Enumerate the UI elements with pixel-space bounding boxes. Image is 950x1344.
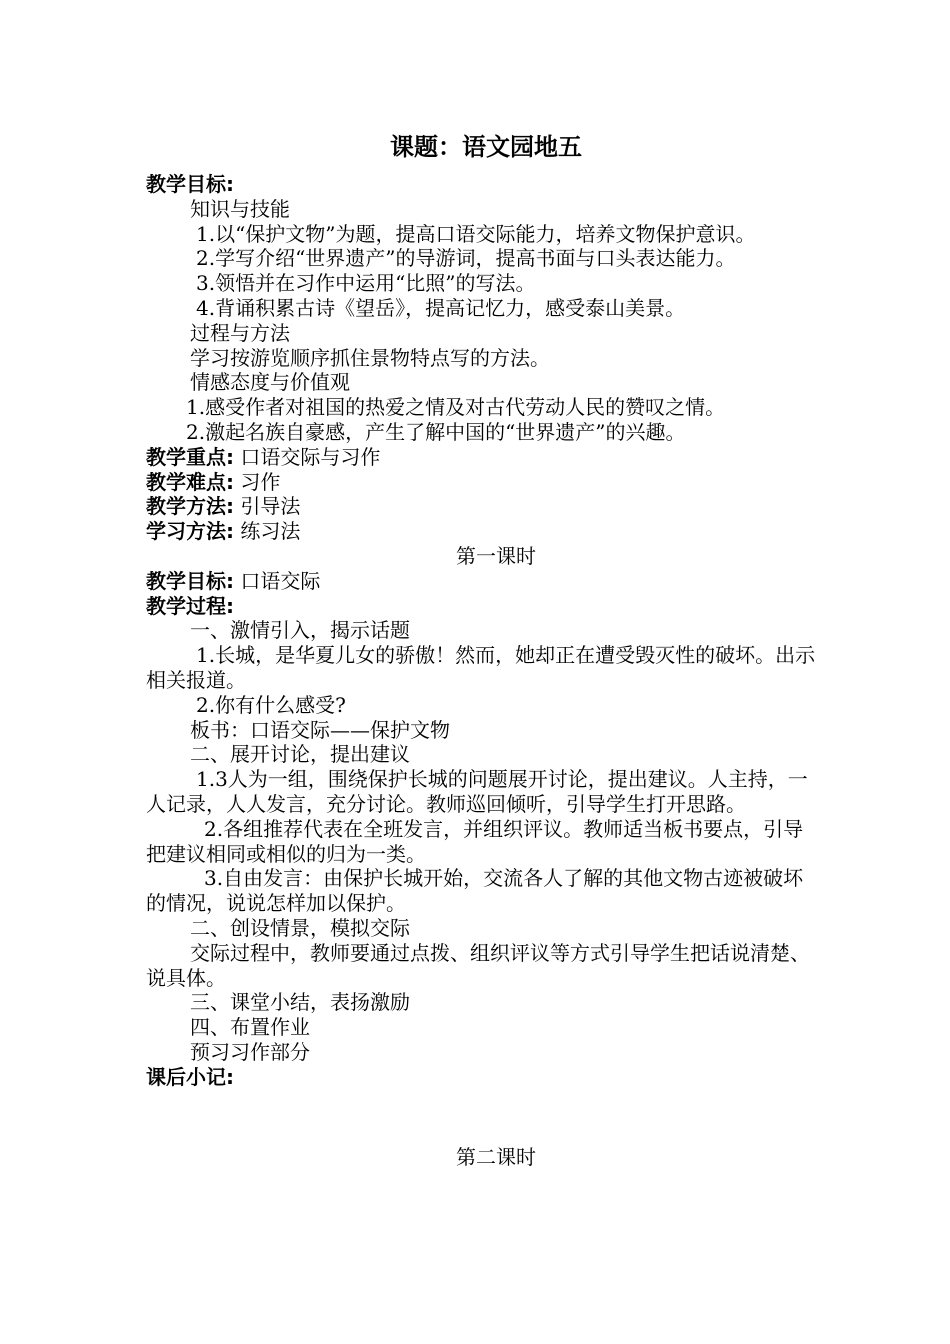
lesson1-goal-row (146, 569, 816, 594)
key-point-label: 教学重点: (146, 444, 234, 469)
learning-method-value: 练习法 (240, 519, 301, 544)
learning-method-row (146, 519, 816, 544)
difficulty-value: 习作 (240, 469, 281, 494)
step1-item: 1.长城，是华夏儿女的骄傲！然而，她却正在遭受毁灭性的破坏。出示相关报道。 (146, 643, 816, 692)
page-title: 课题：语文园地五 (390, 132, 582, 161)
knowledge-item: 3.领悟并在习作中运用“比照”的写法。 (196, 271, 536, 296)
step4-heading: 三、课堂小结，表扬激励 (190, 990, 410, 1015)
step1-board: 板书：口语交际——保护文物 (190, 717, 450, 742)
notes-label: 课后小记: (146, 1064, 234, 1089)
emotion-heading: 情感态度与价值观 (190, 370, 350, 395)
step2-item: 1.3人为一组，围绕保护长城的问题展开讨论，提出建议。人主持，一人记录，人人发言，充分讨论。教师巡回倾听，引导学生打开思路。 (146, 767, 808, 816)
teaching-method-row (146, 494, 816, 519)
process-text: 学习按游览顺序抓住景物特点写的方法。 (190, 345, 550, 370)
learning-method-label: 学习方法: (146, 519, 234, 544)
objectives-label: 教学目标: (146, 172, 234, 196)
lesson2-heading: 第二课时 (456, 1145, 536, 1170)
difficulty-label: 教学难点: (146, 469, 234, 494)
step2-item: 3.自由发言：由保护长城开始，交流各人了解的其他文物古迹被破坏的情况，说说怎样加以保护。 (146, 866, 804, 916)
step1-item: 2.你有什么感受? (196, 692, 346, 717)
step1-heading: 一、激情引入，揭示话题 (190, 618, 410, 643)
difficulty-row (146, 470, 816, 495)
lesson1-goal-value: 口语交际 (240, 568, 321, 593)
key-point-row (146, 445, 816, 470)
page-content (146, 132, 816, 1170)
step5-heading: 四、布置作业 (190, 1015, 310, 1040)
knowledge-item: 4.背诵积累古诗《望岳》，提高记忆力，感受泰山美景。 (196, 295, 686, 320)
lesson1-heading: 第一课时 (456, 543, 536, 568)
teaching-method-value: 引导法 (240, 494, 301, 519)
step3-heading: 二、创设情景，模拟交际 (190, 915, 410, 940)
step5-text: 预习习作部分 (190, 1039, 310, 1064)
step2-item: 2.各组推荐代表在全班发言，并组织评议。教师适当板书要点，引导把建议相同或相似的归为一类。 (146, 816, 804, 866)
emotion-item: 2.激起名族自豪感，产生了解中国的“世界遗产”的兴趣。 (186, 419, 686, 444)
knowledge-item: 2.学写介绍“世界遗产”的导游词，提高书面与口头表达能力。 (196, 246, 736, 271)
lesson1-goal-label: 教学目标: (146, 568, 234, 593)
knowledge-heading: 知识与技能 (190, 196, 290, 221)
step3-text: 交际过程中，教师要通过点拨、组织评议等方式引导学生把话说清楚、说具体。 (146, 940, 810, 990)
process-heading: 过程与方法 (190, 320, 290, 345)
spacer (146, 1089, 816, 1145)
step2-heading: 二、展开讨论，提出建议 (190, 742, 410, 767)
lesson1-process-label: 教学过程: (146, 593, 234, 618)
key-point-value: 口语交际与习作 (240, 444, 381, 469)
emotion-item: 1.感受作者对祖国的热爱之情及对古代劳动人民的赞叹之情。 (186, 395, 726, 420)
teaching-method-label: 教学方法: (146, 494, 234, 519)
knowledge-item: 1.以“保护文物”为题，提高口语交际能力，培养文物保护意识。 (196, 221, 756, 246)
